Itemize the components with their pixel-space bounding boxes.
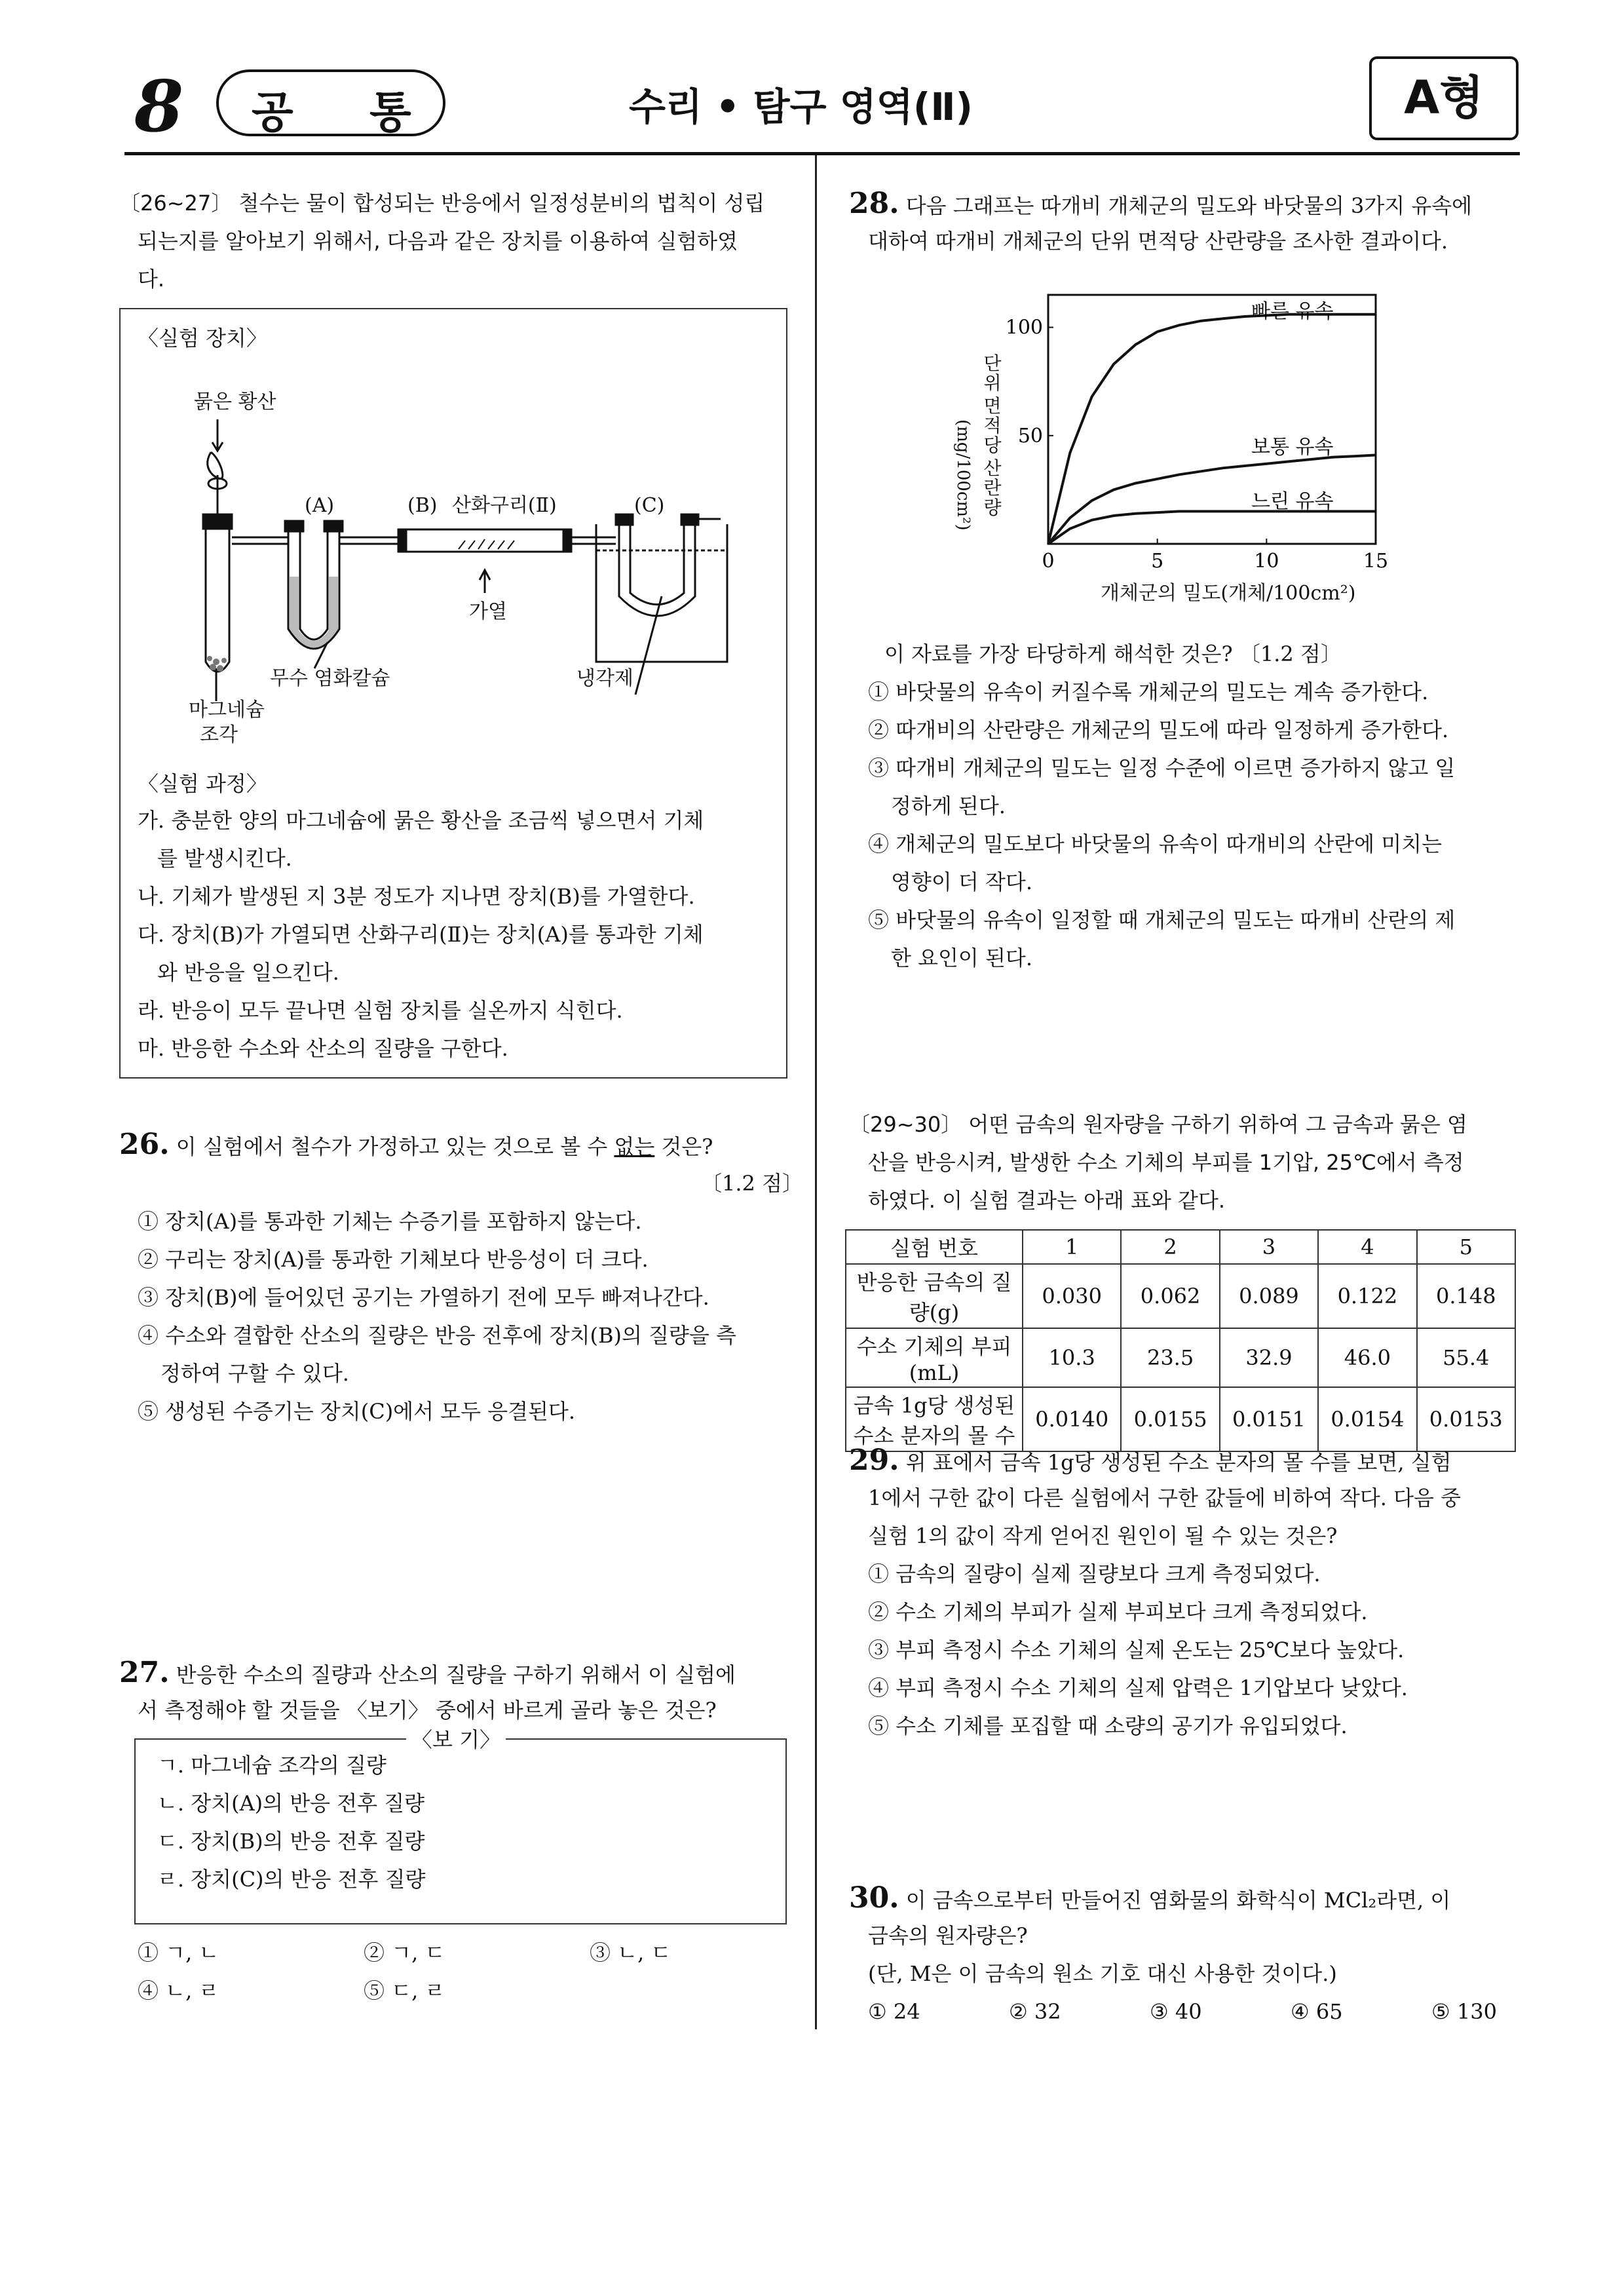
table-cell: 32.9 xyxy=(1220,1328,1318,1387)
x-tick-label: 10 xyxy=(1254,550,1279,573)
label-anhydrous-cacl2: 무수 염화칼슘 xyxy=(270,667,390,690)
set-29-30-intro-line2: 산을 반응시켜, 발생한 수소 기체의 부피를 1기압, 25℃에서 측정 xyxy=(868,1150,1464,1175)
q27-stem-line1 xyxy=(119,1654,736,1694)
table-cell: 0.148 xyxy=(1417,1264,1515,1328)
table-cell: 5 xyxy=(1417,1230,1515,1264)
table-label-line: 수소 분자의 몰 수 xyxy=(853,1423,1015,1448)
table-cell: 반응한 금속의 질량(g) xyxy=(846,1264,1023,1328)
q28-option[interactable]: ② 따개비의 산란량은 개체군의 밀도에 따라 일정하게 증가한다. xyxy=(868,718,1449,742)
chart-y-unit: (mg/100cm²) xyxy=(953,419,973,531)
set-26-27-intro-line2: 되는지를 알아보기 위해서, 다음과 같은 장치를 이용하여 실험하였 xyxy=(138,229,738,254)
apparatus-diagram xyxy=(177,380,734,721)
subject-badge xyxy=(216,69,445,136)
q28-stem-text-1: 다음 그래프는 따개비 개체군의 밀도와 바닷물의 3가지 유속에 xyxy=(905,193,1473,218)
table-cell: 0.030 xyxy=(1023,1264,1121,1328)
chart-y-label-2: 면 적 당 xyxy=(983,395,1002,456)
procedure-step: 가. 충분한 양의 마그네슘에 묽은 황산을 조금씩 넣으면서 기체 xyxy=(138,808,704,833)
q28-stem-line1 xyxy=(849,185,1472,225)
table-cell: 0.0140 xyxy=(1023,1387,1121,1451)
q28-option[interactable]: ④ 개체군의 밀도보다 바닷물의 유속이 따개비의 산란에 미치는 xyxy=(868,832,1443,856)
series-label: 느린 유속 xyxy=(1251,490,1334,513)
procedure-step: 와 반응을 일으킨다. xyxy=(157,960,339,985)
y-tick-label: 50 xyxy=(1017,424,1043,448)
page-number: 8 xyxy=(134,66,184,148)
q28-option[interactable]: ⑤ 바닷물의 유속이 일정할 때 개체군의 밀도는 따개비 산란의 제 xyxy=(868,908,1456,932)
q30-stem-text-1: 이 금속으로부터 만들어진 염화물의 화학식이 MCl₂라면, 이 xyxy=(905,1888,1451,1913)
bogi-item: ㄷ. 장치(B)의 반응 전후 질량 xyxy=(157,1829,425,1854)
q26-number: 26. xyxy=(119,1128,170,1161)
table-cell: 1 xyxy=(1023,1230,1121,1264)
table-cell: 0.0154 xyxy=(1318,1387,1416,1451)
table-cell: 55.4 xyxy=(1417,1328,1515,1387)
table-cell: 0.0151 xyxy=(1220,1387,1318,1451)
q29-stem-text-1: 위 표에서 금속 1g당 생성된 수소 분자의 몰 수를 보면, 실험 xyxy=(905,1450,1452,1475)
q30-note: (단, M은 이 금속의 원소 기호 대신 사용한 것이다.) xyxy=(868,1961,1337,1986)
x-tick-label: 0 xyxy=(1042,550,1055,573)
apparatus-heading: 〈실험 장치〉 xyxy=(138,326,267,351)
q26-stem xyxy=(119,1126,713,1166)
q27-option[interactable]: ② ㄱ, ㄷ xyxy=(364,1940,445,1965)
set-29-30-intro-line3: 하였다. 이 실험 결과는 아래 표와 같다. xyxy=(868,1188,1226,1213)
series-line xyxy=(1048,511,1376,544)
form-type-badge: A형 xyxy=(1369,56,1519,140)
q26-option[interactable]: ③ 장치(B)에 들어있던 공기는 가열하기 전에 모두 빠져나간다. xyxy=(138,1285,709,1310)
q29-option[interactable]: ② 수소 기체의 부피가 실제 부피보다 크게 측정되었다. xyxy=(868,1599,1368,1624)
q30-number: 30. xyxy=(849,1881,899,1915)
set-26-27-intro-line3: 다. xyxy=(138,267,165,292)
label-magnesium-1: 마그네슘 xyxy=(189,698,265,721)
chart-y-label-1: 단 위 xyxy=(983,353,1002,394)
table-cell: 23.5 xyxy=(1121,1328,1219,1387)
bogi-item: ㄹ. 장치(C)의 반응 전후 질량 xyxy=(157,1867,426,1892)
q28-stem-line2: 대하여 따개비 개체군의 단위 면적당 산란량을 조사한 결과이다. xyxy=(868,229,1448,254)
q30-option[interactable]: ③ 40 xyxy=(1150,1999,1202,2024)
label-b: (B) xyxy=(407,494,438,517)
q27-option[interactable]: ⑤ ㄷ, ㄹ xyxy=(364,1978,445,2003)
table-row xyxy=(846,1230,1515,1264)
q26-option[interactable]: ① 장치(A)를 통과한 기체는 수증기를 포함하지 않는다. xyxy=(138,1209,642,1234)
results-table xyxy=(845,1229,1516,1452)
q28-option[interactable]: 영향이 더 작다. xyxy=(891,870,1032,894)
q26-points: 〔1.2 점〕 xyxy=(701,1171,803,1196)
table-cell: 수소 기체의 부피(mL) xyxy=(846,1328,1023,1387)
q26-stem-underlined: 없는 xyxy=(614,1134,655,1159)
q28-question: 이 자료를 가장 타당하게 해석한 것은? 〔1.2 점〕 xyxy=(884,641,1342,666)
q26-option[interactable]: ④ 수소와 결합한 산소의 질량은 반응 전후에 장치(B)의 질량을 측 xyxy=(138,1323,736,1348)
table-cell: 0.0153 xyxy=(1417,1387,1515,1451)
label-a: (A) xyxy=(305,494,335,517)
subject-char-1: 공 xyxy=(252,87,293,138)
q27-option[interactable]: ④ ㄴ, ㄹ xyxy=(138,1978,219,2003)
table-cell: 0.122 xyxy=(1318,1264,1416,1328)
q29-option[interactable]: ③ 부피 측정시 수소 기체의 실제 온도는 25℃보다 높았다. xyxy=(868,1637,1405,1662)
set-29-30-intro-line1: 〔29~30〕 어떤 금속의 원자량을 구하기 위하여 그 금속과 묽은 염 xyxy=(849,1112,1467,1137)
label-c: (C) xyxy=(634,494,665,517)
label-coolant: 냉각제 xyxy=(576,667,633,690)
chart-x-label: 개체군의 밀도(개체/100cm²) xyxy=(1101,582,1356,605)
q30-stem-line1 xyxy=(849,1879,1450,1919)
bogi-item: ㄱ. 마그네슘 조각의 질량 xyxy=(157,1753,387,1778)
q30-option[interactable]: ⑤ 130 xyxy=(1431,1999,1497,2024)
q26-option[interactable]: ② 구리는 장치(A)를 통과한 기체보다 반응성이 더 크다. xyxy=(138,1247,649,1272)
section-title: 수리 • 탐구 영역(Ⅱ) xyxy=(629,85,973,129)
procedure-heading: 〈실험 과정〉 xyxy=(138,771,267,796)
q26-option[interactable]: ⑤ 생성된 수증기는 장치(C)에서 모두 응결된다. xyxy=(138,1399,575,1424)
table-cell: 3 xyxy=(1220,1230,1318,1264)
q30-option[interactable]: ④ 65 xyxy=(1291,1999,1343,2024)
q29-option[interactable]: ⑤ 수소 기체를 포집할 때 소량의 공기가 유입되었다. xyxy=(868,1713,1348,1738)
q28-option[interactable]: ① 바닷물의 유속이 커질수록 개체군의 밀도는 계속 증가한다. xyxy=(868,679,1429,704)
procedure-step: 라. 반응이 모두 끝나면 실험 장치를 실온까지 식힌다. xyxy=(138,998,623,1023)
label-heat: 가열 xyxy=(469,600,507,623)
series-label: 보통 유속 xyxy=(1251,436,1334,459)
q26-stem-a: 이 실험에서 철수가 가정하고 있는 것으로 볼 수 xyxy=(176,1134,614,1159)
table-cell: 2 xyxy=(1121,1230,1219,1264)
table-row xyxy=(846,1328,1515,1387)
column-divider xyxy=(815,155,817,2029)
bogi-item: ㄴ. 장치(A)의 반응 전후 질량 xyxy=(157,1791,425,1816)
q28-option[interactable]: 한 요인이 된다. xyxy=(891,946,1032,970)
q28-option[interactable]: 정하게 된다. xyxy=(891,794,1006,818)
table-cell: 4 xyxy=(1318,1230,1416,1264)
q29-stem-line2: 1에서 구한 값이 다른 실험에서 구한 값들에 비하여 작다. 다음 중 xyxy=(868,1485,1462,1510)
q27-stem-line2: 서 측정해야 할 것들을 〈보기〉 중에서 바르게 골라 놓은 것은? xyxy=(138,1698,717,1723)
table-cell: 10.3 xyxy=(1023,1328,1121,1387)
fecundity-chart xyxy=(970,282,1441,622)
q27-option[interactable]: ③ ㄴ, ㄷ xyxy=(590,1940,671,1965)
label-magnesium-2: 조각 xyxy=(200,723,238,746)
subject-char-2: 통 xyxy=(369,87,411,138)
series-label: 빠른 유속 xyxy=(1251,300,1334,323)
chart-y-label-3: 산 란 량 xyxy=(983,457,1002,518)
q29-stem-line3: 실험 1의 값이 작게 얻어진 원인이 될 수 있는 것은? xyxy=(868,1523,1338,1548)
table-cell: 실험 번호 xyxy=(846,1230,1023,1264)
table-cell: 0.0155 xyxy=(1121,1387,1219,1451)
x-tick-label: 5 xyxy=(1151,550,1164,573)
bogi-title: 〈보 기〉 xyxy=(406,1723,506,1753)
q30-stem-line2: 금속의 원자량은? xyxy=(868,1923,1028,1948)
q29-stem-line1 xyxy=(849,1442,1452,1482)
q27-stem-text-1: 반응한 수소의 질량과 산소의 질량을 구하기 위해서 이 실험에 xyxy=(176,1662,736,1687)
q26-stem-b: 것은? xyxy=(654,1134,713,1159)
y-tick-label: 100 xyxy=(1005,316,1043,339)
set-26-27-intro-line1: 〔26~27〕 철수는 물이 합성되는 반응에서 일정성분비의 법칙이 성립 xyxy=(119,191,765,216)
q30-option[interactable]: ① 24 xyxy=(868,1999,920,2024)
q28-number: 28. xyxy=(849,187,899,220)
header-rule xyxy=(124,152,1520,155)
procedure-step: 나. 기체가 발생된 지 3분 정도가 지나면 장치(B)를 가열한다. xyxy=(138,884,695,909)
table-label-line: 금속 1g당 생성된 xyxy=(853,1393,1015,1418)
label-dilute-acid: 묽은 황산 xyxy=(194,391,276,413)
q29-number: 29. xyxy=(849,1444,899,1477)
table-cell: 0.089 xyxy=(1220,1264,1318,1328)
q26-option[interactable]: 정하여 구할 수 있다. xyxy=(161,1361,349,1386)
q29-option[interactable]: ④ 부피 측정시 수소 기체의 실제 압력은 1기압보다 낮았다. xyxy=(868,1675,1408,1700)
x-tick-label: 15 xyxy=(1363,550,1389,573)
q30-option[interactable]: ② 32 xyxy=(1009,1999,1061,2024)
q29-option[interactable]: ① 금속의 질량이 실제 질량보다 크게 측정되었다. xyxy=(868,1561,1321,1586)
q27-option[interactable]: ① ㄱ, ㄴ xyxy=(138,1940,219,1965)
q27-number: 27. xyxy=(119,1656,170,1689)
procedure-step: 를 발생시킨다. xyxy=(157,846,292,871)
table-cell: 46.0 xyxy=(1318,1328,1416,1387)
procedure-step: 다. 장치(B)가 가열되면 산화구리(Ⅱ)는 장치(A)를 통과한 기체 xyxy=(138,922,704,947)
table-row xyxy=(846,1264,1515,1328)
q28-option[interactable]: ③ 따개비 개체군의 밀도는 일정 수준에 이르면 증가하지 않고 일 xyxy=(868,756,1456,780)
procedure-step: 마. 반응한 수소와 산소의 질량을 구한다. xyxy=(138,1036,508,1061)
table-cell: 0.062 xyxy=(1121,1264,1219,1328)
label-copper-oxide: 산화구리(Ⅱ) xyxy=(452,494,557,517)
